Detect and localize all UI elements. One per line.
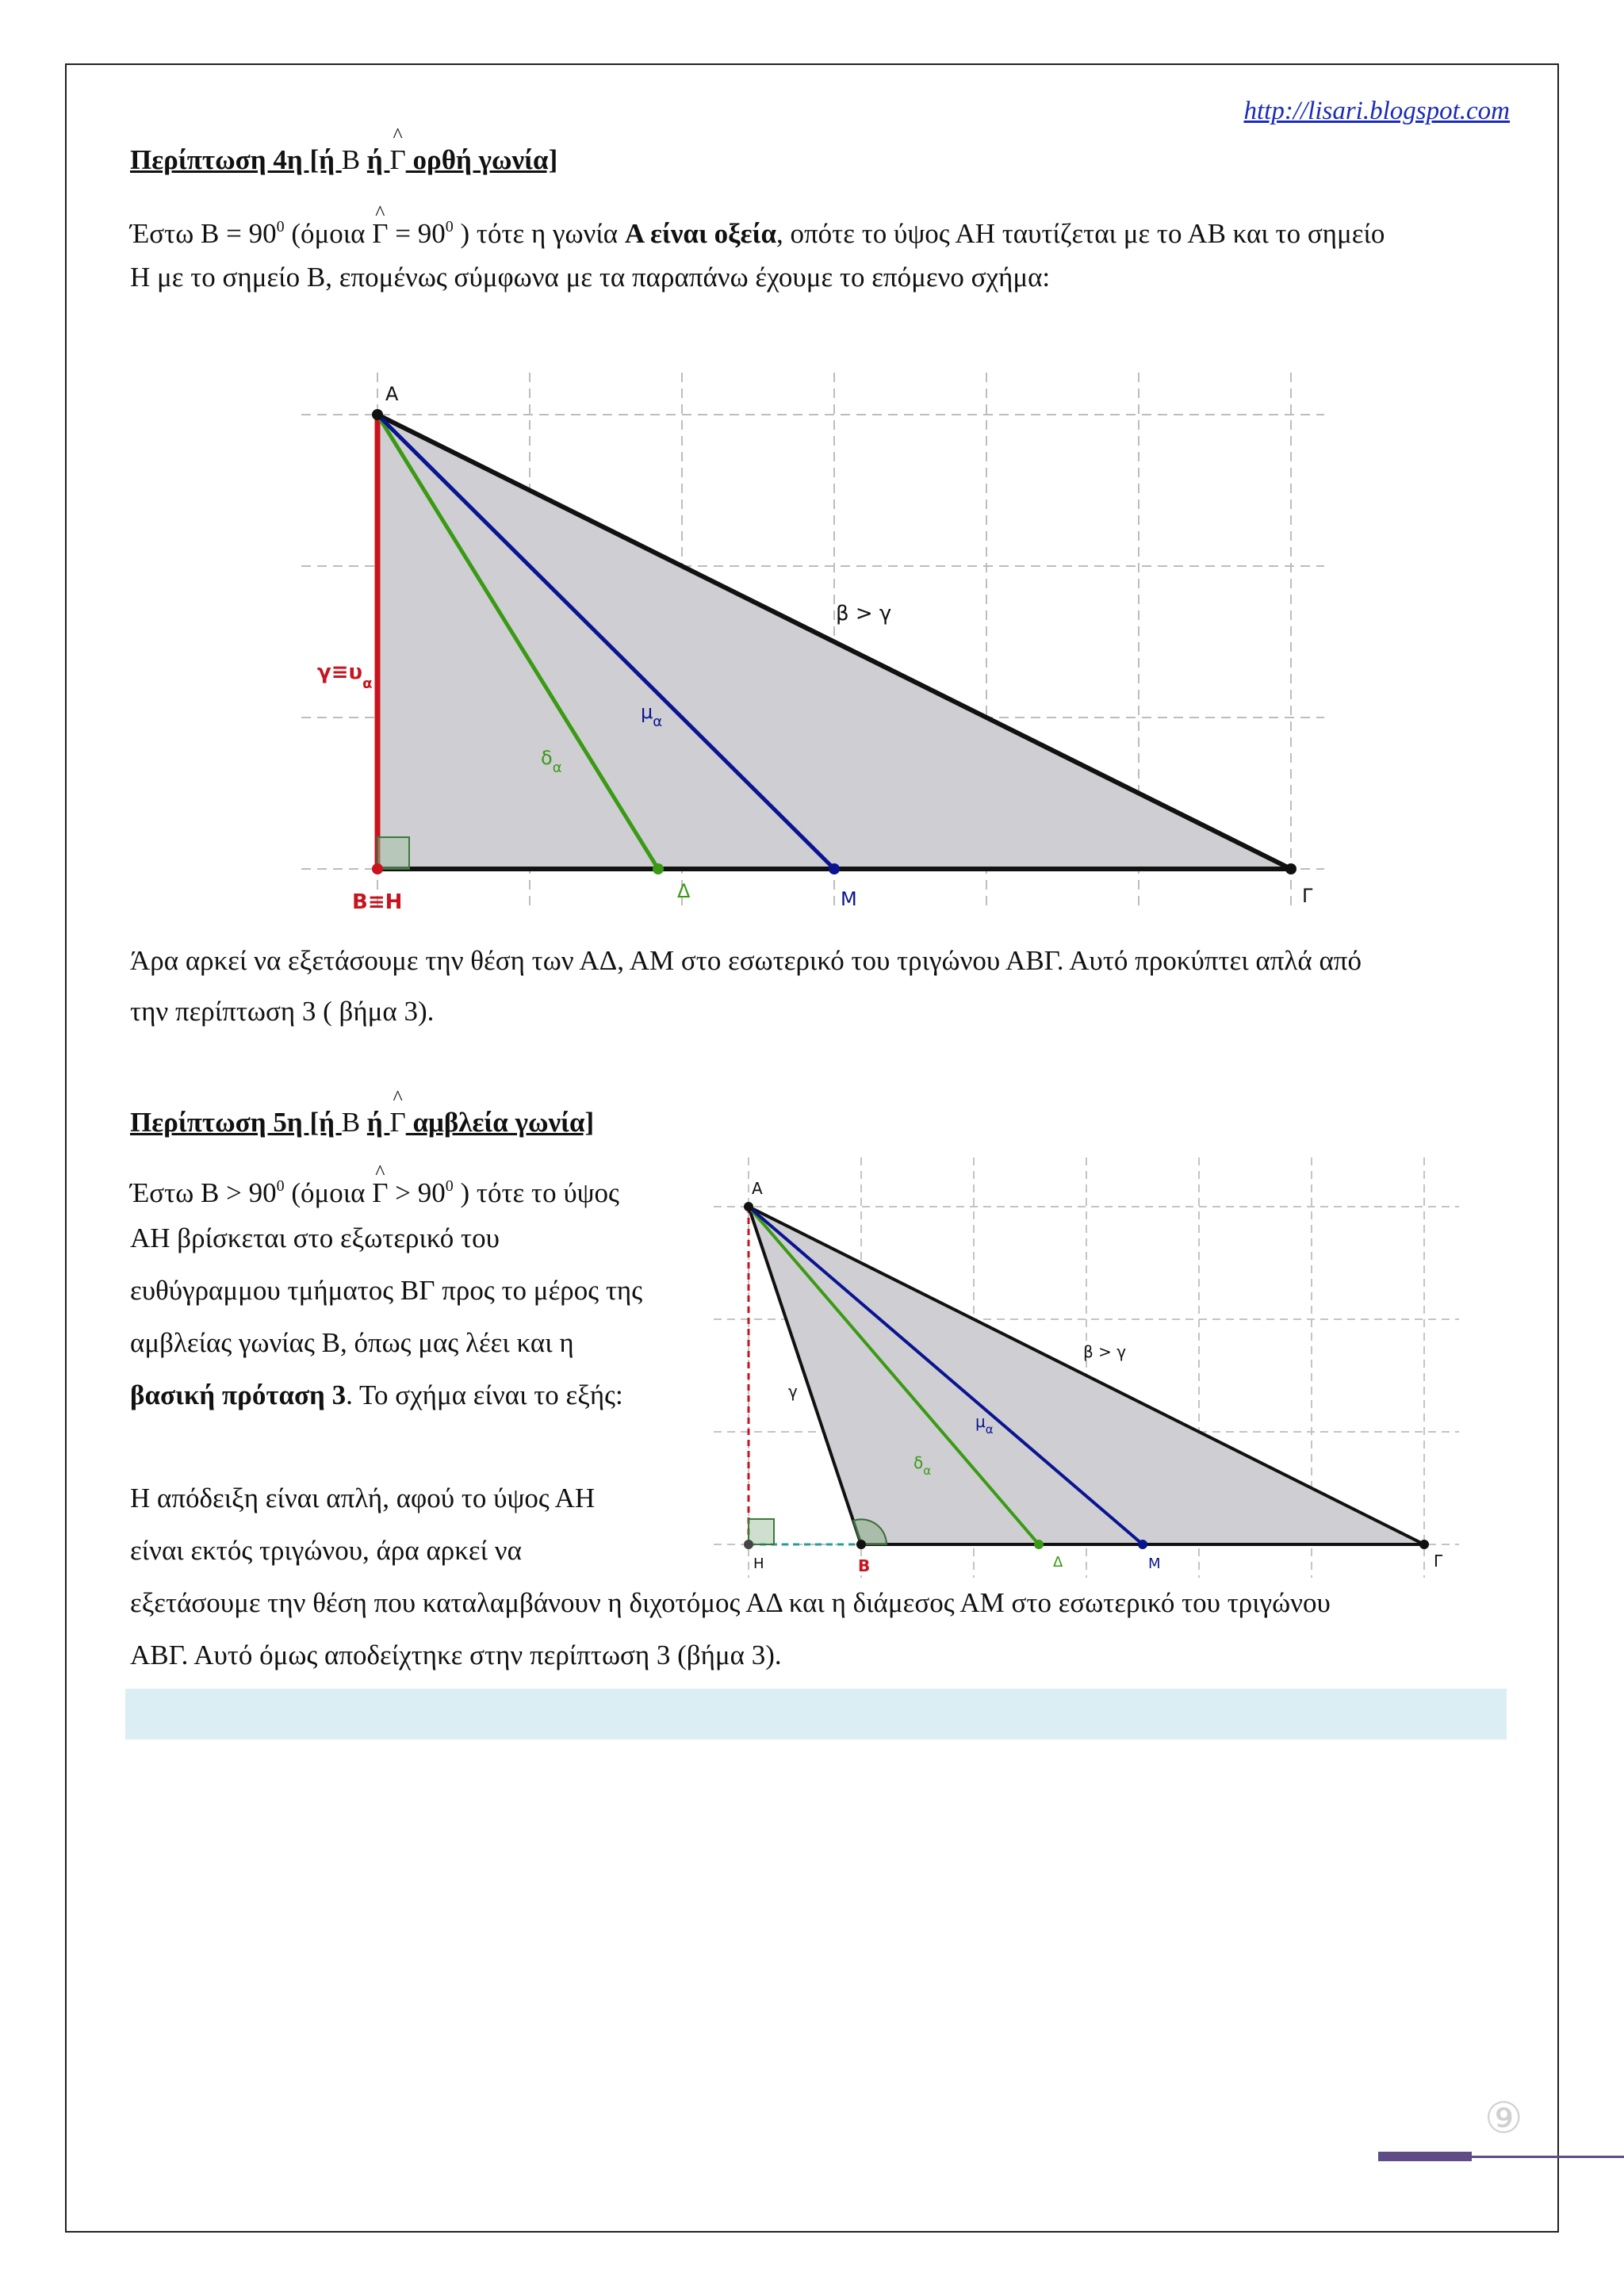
footer-line: [1472, 2156, 1624, 2158]
bold-text: Α είναι οξεία: [624, 218, 777, 249]
page-number: ⑨: [1484, 2093, 1523, 2143]
case5-line6: Η απόδειξη είναι απλή, αφού το ύψος ΑΗ: [130, 1483, 596, 1513]
label-gamma: γ: [788, 1382, 798, 1401]
point-d: [1034, 1540, 1044, 1549]
point-g: [1285, 863, 1297, 874]
case4-after-line1: Άρα αρκεί να εξετάσουμε την θέση των ΑΔ, ΑΜ στο εσωτερικό του τριγώνου ΑΒΓ. Αυτό προκύπτει απλά από: [130, 945, 1362, 976]
case4-after-line2: την περίπτωση 3 ( βήμα 3).: [130, 996, 435, 1027]
case5-heading-text: Περίπτωση 5η [ή: [130, 1107, 342, 1138]
text-run: (όμοια: [284, 1177, 373, 1208]
superscript: 0: [276, 218, 285, 235]
figure-right-triangle: [301, 373, 1332, 920]
point-h: [744, 1540, 753, 1549]
case5-line1: [130, 1161, 619, 1219]
gamma-hat: ^ Γ: [372, 1168, 388, 1219]
label-median-main: μ: [641, 701, 653, 723]
label-d: Δ: [677, 880, 691, 902]
text-run: > 90: [388, 1177, 446, 1208]
label-m: M: [1148, 1556, 1161, 1572]
label-g: Γ: [1302, 885, 1313, 907]
label-bisector-main: δ: [541, 747, 553, 769]
footer-bar: [1378, 2152, 1472, 2161]
point-bh: [372, 863, 383, 874]
label-median-main: μ: [975, 1412, 986, 1431]
case5-line5: [130, 1370, 623, 1421]
case5-heading-or: ή: [366, 1107, 390, 1138]
gamma-hat: ^ Γ: [372, 209, 388, 259]
case4-heading-rest: ορθή γωνία]: [405, 144, 558, 175]
case5-heading-gamma: ^ Γ: [389, 1107, 405, 1138]
text-run: , οπότε το ύψος ΑΗ ταυτίζεται με το ΑΒ και το σημείο: [776, 218, 1385, 249]
case4-heading: [130, 144, 557, 176]
label-m: M: [841, 888, 857, 910]
label-b-greater-g: β > γ: [1083, 1342, 1127, 1361]
case5-heading: [130, 1107, 594, 1138]
label-a: A: [752, 1179, 763, 1198]
label-d: Δ: [1053, 1554, 1063, 1571]
superscript: 0: [445, 1177, 454, 1195]
label-bisector-sub: α: [923, 1464, 932, 1478]
header-url-link[interactable]: http://lisari.blogspot.com: [1243, 97, 1510, 125]
point-m: [829, 863, 840, 874]
label-median-sub: α: [653, 714, 663, 730]
case4-paragraph-line1: [130, 201, 1385, 259]
right-angle-marker: [749, 1519, 774, 1544]
text-run: ) τότε η γωνία: [453, 218, 625, 249]
case4-heading-text: Περίπτωση 4η [ή: [130, 144, 342, 175]
case4-heading-gamma: ^ Γ: [389, 144, 405, 176]
point-m: [1138, 1540, 1147, 1549]
point-b: [856, 1540, 866, 1549]
label-median-sub: α: [985, 1422, 994, 1437]
text-run: = 90: [388, 218, 446, 249]
case5-line3: ευθύγραμμου τμήματος ΒΓ προς το μέρος της: [130, 1275, 643, 1306]
right-angle-marker: [377, 837, 409, 869]
case5-line2: ΑΗ βρίσκεται στο εξωτερικό του: [130, 1223, 500, 1253]
label-altitude-main: γ≡υ: [317, 660, 363, 684]
text-run: Έστω Β = 90: [130, 218, 277, 249]
text-run: Έστω Β > 90: [130, 1177, 277, 1208]
case5-line8: εξετάσουμε την θέση που καταλαμβάνουν η διχοτόμος ΑΔ και η διάμεσος ΑΜ στο εσωτερικό του τριγώνου: [130, 1587, 1331, 1618]
text-run: . Το σχήμα είναι το εξής:: [346, 1380, 623, 1410]
text-run: (όμοια: [284, 218, 373, 249]
case4-heading-or: ή: [366, 144, 390, 175]
label-h: H: [753, 1556, 764, 1572]
highlight-band: [125, 1689, 1507, 1739]
text-run: ) τότε το ύψος: [453, 1177, 619, 1208]
label-altitude-sub: α: [362, 675, 373, 692]
label-bisector-sub: α: [552, 760, 562, 776]
superscript: 0: [276, 1177, 285, 1195]
label-g: Γ: [1434, 1552, 1443, 1571]
case5-heading-rest: αμβλεία γωνία]: [405, 1107, 595, 1138]
point-g: [1419, 1540, 1429, 1549]
label-bh: B≡H: [352, 890, 403, 914]
superscript: 0: [445, 218, 454, 235]
point-a: [372, 409, 383, 420]
case5-line7: είναι εκτός τριγώνου, άρα αρκεί να: [130, 1535, 522, 1566]
case4-heading-b: Β: [341, 144, 367, 175]
label-a: A: [385, 383, 399, 405]
label-bisector-main: δ: [914, 1453, 924, 1472]
case5-line4: αμβλείας γωνίας Β, όπως μας λέει και η: [130, 1327, 574, 1358]
label-b: B: [858, 1556, 871, 1575]
case5-heading-b: Β: [341, 1107, 367, 1138]
label-b-greater-g: β > γ: [836, 602, 892, 626]
label-altitude: [317, 660, 372, 692]
figure-obtuse-triangle: [714, 1158, 1475, 1586]
point-d: [653, 863, 664, 874]
case4-paragraph-line2: Η με το σημείο Β, επομένως σύμφωνα με τα παραπάνω έχουμε το επόμενο σχήμα:: [130, 262, 1051, 293]
case5-line9: ΑΒΓ. Αυτό όμως αποδείχτηκε στην περίπτωση 3 (βήμα 3).: [130, 1640, 782, 1670]
point-a: [744, 1202, 753, 1211]
bold-text: βασική πρόταση 3: [130, 1380, 347, 1410]
